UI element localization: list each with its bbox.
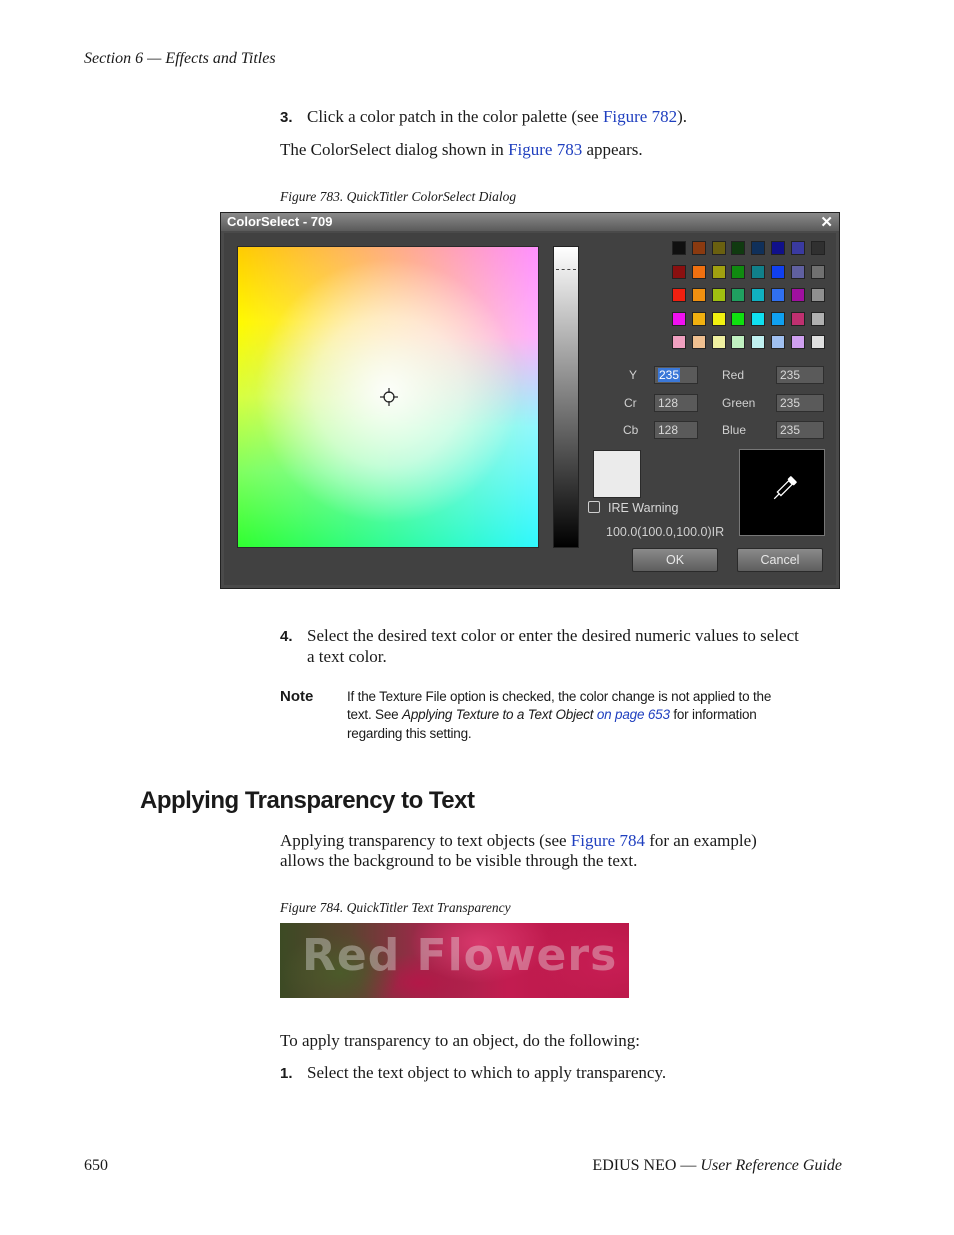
dialog-body: [224, 233, 836, 585]
palette-swatch[interactable]: [692, 335, 706, 349]
y-input[interactable]: [654, 366, 698, 384]
palette-swatch[interactable]: [811, 312, 825, 326]
palette-swatch[interactable]: [811, 265, 825, 279]
palette-swatch[interactable]: [791, 265, 805, 279]
step-text-part: Click a color patch in the color palette (see: [307, 107, 603, 126]
blue-input[interactable]: 235: [776, 421, 824, 439]
ire-warning-label: IRE Warning: [608, 501, 679, 515]
section-heading: Applying Transparency to Text: [140, 787, 475, 814]
palette-swatch[interactable]: [692, 241, 706, 255]
palette-swatch[interactable]: [791, 312, 805, 326]
red-input[interactable]: 235: [776, 366, 824, 384]
palette-swatch[interactable]: [771, 312, 785, 326]
figure-link[interactable]: Figure 782: [602, 107, 678, 126]
palette-swatch[interactable]: [731, 312, 745, 326]
palette-swatch[interactable]: [712, 288, 726, 302]
note-text: [347, 706, 757, 725]
paragraph-part: The ColorSelect dialog shown in: [280, 140, 509, 159]
palette-swatch[interactable]: [751, 265, 765, 279]
step-number: 3.: [280, 109, 293, 126]
palette-swatch[interactable]: [731, 288, 745, 302]
paragraph-part: for an example): [644, 831, 757, 850]
palette-swatch[interactable]: [771, 241, 785, 255]
dialog-titlebar[interactable]: [221, 213, 839, 231]
paragraph: To apply transparency to an object, do the following:: [280, 1031, 640, 1050]
palette-swatch[interactable]: [672, 312, 686, 326]
step-text: Select the text object to which to apply transparency.: [307, 1063, 667, 1082]
colorselect-dialog: [220, 212, 840, 589]
step-text: a text color.: [307, 647, 387, 666]
palette-swatch[interactable]: [751, 312, 765, 326]
page-number: 650: [84, 1157, 108, 1174]
cr-input[interactable]: 128: [654, 394, 698, 412]
palette-swatch[interactable]: [731, 241, 745, 255]
palette-swatch[interactable]: [811, 335, 825, 349]
note-text: regarding this setting.: [347, 726, 472, 741]
palette-swatch[interactable]: [672, 265, 686, 279]
color-preview: [593, 450, 641, 498]
note-text-part: for information: [669, 707, 757, 722]
ire-warning-checkbox[interactable]: [588, 501, 600, 513]
palette-swatch[interactable]: [672, 288, 686, 302]
product-name: EDIUS NEO —: [592, 1157, 701, 1174]
dialog-title: ColorSelect - 709: [227, 214, 333, 229]
luminance-slider[interactable]: [553, 246, 579, 548]
blue-label: Blue: [722, 423, 747, 437]
paragraph: [280, 831, 757, 851]
cancel-button[interactable]: Cancel: [737, 548, 823, 572]
green-input[interactable]: 235: [776, 394, 824, 412]
step-text: [307, 107, 687, 127]
ok-button[interactable]: OK: [632, 548, 718, 572]
eyedropper-icon: [740, 450, 824, 535]
palette-swatch[interactable]: [751, 241, 765, 255]
luminance-slider-handle[interactable]: [556, 269, 576, 272]
y-label: Y: [629, 368, 638, 382]
paragraph: allows the background to be visible through the text.: [280, 851, 638, 870]
palette-swatch[interactable]: [771, 335, 785, 349]
cb-input[interactable]: 128: [654, 421, 698, 439]
palette-swatch[interactable]: [692, 288, 706, 302]
green-label: Green: [722, 396, 756, 410]
step-text-part: ).: [677, 107, 688, 126]
paragraph-part: appears.: [582, 140, 643, 159]
paragraph-part: Applying transparency to text objects (see: [280, 831, 571, 850]
palette-swatch[interactable]: [751, 288, 765, 302]
note-text-part: text. See: [347, 707, 403, 722]
cb-label: Cb: [623, 423, 639, 437]
palette-swatch[interactable]: [771, 288, 785, 302]
crosshair-icon[interactable]: [380, 388, 398, 406]
palette-swatch[interactable]: [672, 335, 686, 349]
page-link[interactable]: on page 653: [593, 707, 670, 722]
eyedropper-button[interactable]: [739, 449, 825, 536]
figure-caption: Figure 783. QuickTitler ColorSelect Dialog: [280, 189, 517, 204]
palette-swatch[interactable]: [751, 335, 765, 349]
palette-swatch[interactable]: [712, 312, 726, 326]
close-icon[interactable]: ✕: [820, 214, 833, 231]
palette-swatch[interactable]: [712, 241, 726, 255]
transparent-text: Red Flowers: [302, 930, 618, 981]
palette-swatch[interactable]: [692, 265, 706, 279]
palette-swatch[interactable]: [692, 312, 706, 326]
cr-label: Cr: [624, 396, 637, 410]
step-number: 4.: [280, 628, 293, 645]
palette-swatch[interactable]: [811, 241, 825, 255]
note-italic-ref: Applying Texture to a Text Object: [402, 707, 594, 722]
palette-swatch[interactable]: [791, 241, 805, 255]
palette-swatch[interactable]: [731, 265, 745, 279]
palette-swatch[interactable]: [791, 288, 805, 302]
running-header: Section 6 — Effects and Titles: [84, 50, 276, 67]
color-field[interactable]: [237, 246, 539, 548]
transparency-example-image: [280, 923, 629, 998]
palette-swatch[interactable]: [791, 335, 805, 349]
red-label: Red: [722, 368, 745, 382]
figure-link[interactable]: Figure 783: [508, 140, 583, 159]
footer-title: [592, 1157, 842, 1175]
guide-name: User Reference Guide: [700, 1157, 842, 1174]
y-value: 235: [659, 368, 680, 382]
figure-caption: Figure 784. QuickTitler Text Transparency: [280, 900, 511, 915]
palette-swatch[interactable]: [731, 335, 745, 349]
palette-swatch[interactable]: [672, 241, 686, 255]
palette-swatch[interactable]: [712, 335, 726, 349]
step-text: Select the desired text color or enter the desired numeric values to select: [307, 626, 799, 645]
note-text: If the Texture File option is checked, the color change is not applied to the: [347, 689, 772, 704]
note-label: Note: [280, 688, 314, 705]
step-number: 1.: [280, 1065, 293, 1082]
palette-swatch[interactable]: [712, 265, 726, 279]
palette-swatch[interactable]: [811, 288, 825, 302]
paragraph: [280, 140, 643, 160]
palette-swatch[interactable]: [771, 265, 785, 279]
figure-link[interactable]: Figure 784: [570, 831, 645, 850]
ire-value: 100.0(100.0,100.0)IR: [606, 525, 725, 539]
